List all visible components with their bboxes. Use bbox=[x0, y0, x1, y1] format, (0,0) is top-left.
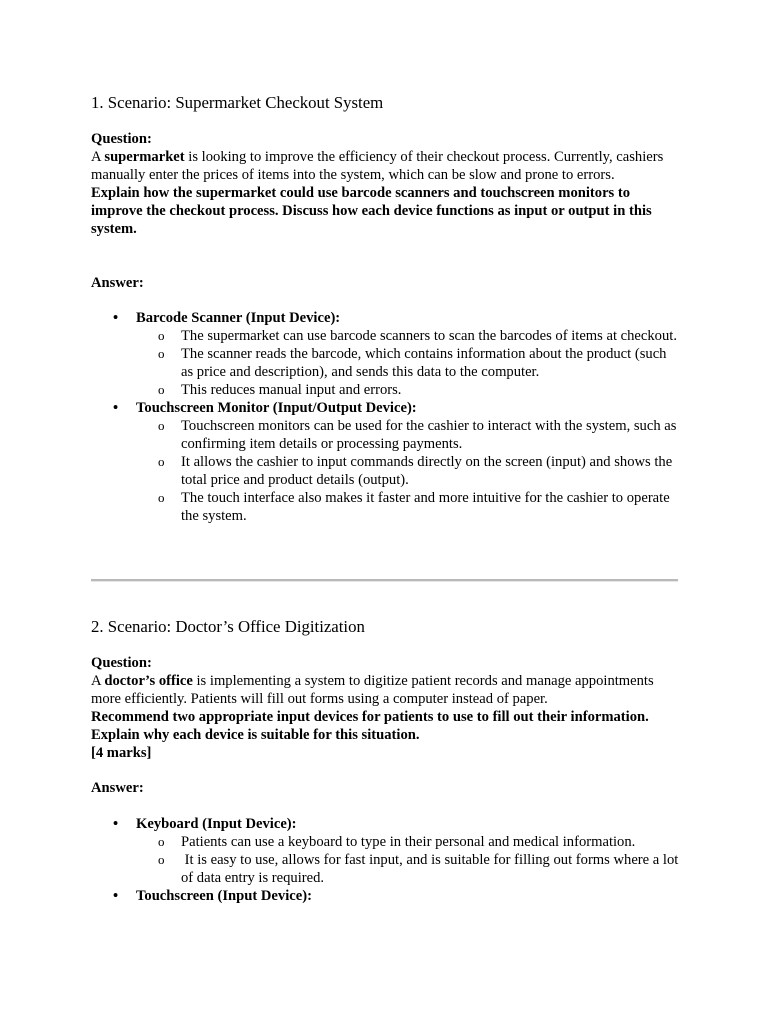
sub-list-item bbox=[136, 851, 681, 887]
section-1-intro bbox=[91, 148, 676, 184]
document-page bbox=[91, 92, 681, 525]
bullet-icon: • bbox=[113, 888, 119, 904]
circle-bullet-icon: o bbox=[158, 382, 165, 397]
section-2-task-line-1: Recommend two appropriate input devices for patients to use to fill out their information. bbox=[91, 709, 649, 725]
sub-list-item-text: It allows the cashier to input commands directly on the screen (input) and shows the total price and product details (output). bbox=[181, 454, 673, 488]
sub-list-item-text: Patients can use a keyboard to type in their personal and medical information. bbox=[181, 834, 636, 850]
section-1-heading: 1. Scenario: Supermarket Checkout System bbox=[91, 93, 384, 112]
sub-list-item-text: The supermarket can use barcode scanners to scan the barcodes of items at checkout. bbox=[181, 328, 677, 344]
intro-text: A bbox=[91, 149, 105, 165]
list-item-title: Keyboard (Input Device): bbox=[136, 816, 297, 832]
sub-list-item-text: The scanner reads the barcode, which contains information about the product (such as price and description), and sends this data to the computer. bbox=[181, 346, 667, 380]
bullet-icon: • bbox=[113, 310, 119, 326]
section-1-question-label: Question: bbox=[91, 131, 152, 147]
section-2-question-label: Question: bbox=[91, 655, 152, 671]
sub-list-item-text: This reduces manual input and errors. bbox=[181, 382, 402, 398]
sub-list-item bbox=[136, 833, 681, 851]
list-item-title: Barcode Scanner (Input Device): bbox=[136, 310, 341, 326]
intro-text: A bbox=[91, 673, 105, 689]
intro-keyword: doctor’s office bbox=[104, 673, 193, 689]
list-item-title: Touchscreen Monitor (Input/Output Device): bbox=[136, 400, 417, 416]
sub-list-item-text: The touch interface also makes it faster and more intuitive for the cashier to operate the system. bbox=[181, 490, 670, 524]
circle-bullet-icon: o bbox=[158, 454, 165, 469]
intro-keyword: supermarket bbox=[104, 149, 185, 165]
sub-list-item bbox=[136, 417, 681, 453]
list-item bbox=[91, 887, 681, 905]
circle-bullet-icon: o bbox=[158, 328, 165, 343]
sub-list bbox=[136, 417, 681, 525]
section-1-answer-label: Answer: bbox=[91, 275, 144, 291]
sub-list-item-text: Touchscreen monitors can be used for the cashier to interact with the system, such as confirming item details or processing payments. bbox=[181, 418, 677, 452]
section-1-task: Explain how the supermarket could use barcode scanners and touchscreen monitors to improve the checkout process. Discuss how each device functions as input or output in this system. bbox=[91, 185, 652, 237]
sub-list-item bbox=[136, 453, 681, 489]
circle-bullet-icon: o bbox=[158, 834, 165, 849]
sub-list-item-text: It is easy to use, allows for fast input, and is suitable for filling out forms where a lot of data entry is required. bbox=[181, 852, 682, 886]
circle-bullet-icon: o bbox=[158, 490, 165, 505]
list-item-title: Touchscreen (Input Device): bbox=[136, 888, 312, 904]
circle-bullet-icon: o bbox=[158, 418, 165, 433]
list-item bbox=[91, 399, 681, 525]
section-2-heading: 2. Scenario: Doctor’s Office Digitization bbox=[91, 617, 365, 636]
circle-bullet-icon: o bbox=[158, 346, 165, 361]
sub-list bbox=[136, 327, 681, 399]
bullet-icon: • bbox=[113, 400, 119, 416]
sub-list-item bbox=[136, 327, 681, 345]
sub-list-item bbox=[136, 381, 681, 399]
list-item bbox=[91, 309, 681, 399]
section-2-answer-list bbox=[91, 815, 681, 905]
section-2-answer-label: Answer: bbox=[91, 780, 144, 796]
section-2-intro bbox=[91, 672, 681, 708]
section-2-marks: [4 marks] bbox=[91, 745, 152, 761]
section-1-answer-list bbox=[91, 309, 681, 525]
sub-list bbox=[136, 833, 681, 887]
document-page-section-2 bbox=[91, 616, 681, 905]
circle-bullet-icon: o bbox=[158, 852, 165, 867]
sub-list-item bbox=[136, 345, 681, 381]
list-item bbox=[91, 815, 681, 887]
sub-list-item bbox=[136, 489, 681, 525]
intro-text-rest: is implementing a system to digitize patient records and manage appointments more efficiently. Patients will fill out forms using a computer instead of paper. bbox=[91, 673, 654, 707]
bullet-icon: • bbox=[113, 816, 119, 832]
horizontal-divider bbox=[91, 579, 678, 582]
intro-text-rest: is looking to improve the efficiency of their checkout process. Currently, cashiers manually enter the prices of items into the system, which can be slow and prone to errors. bbox=[91, 149, 664, 183]
section-2-task-line-2: Explain why each device is suitable for this situation. bbox=[91, 727, 420, 743]
